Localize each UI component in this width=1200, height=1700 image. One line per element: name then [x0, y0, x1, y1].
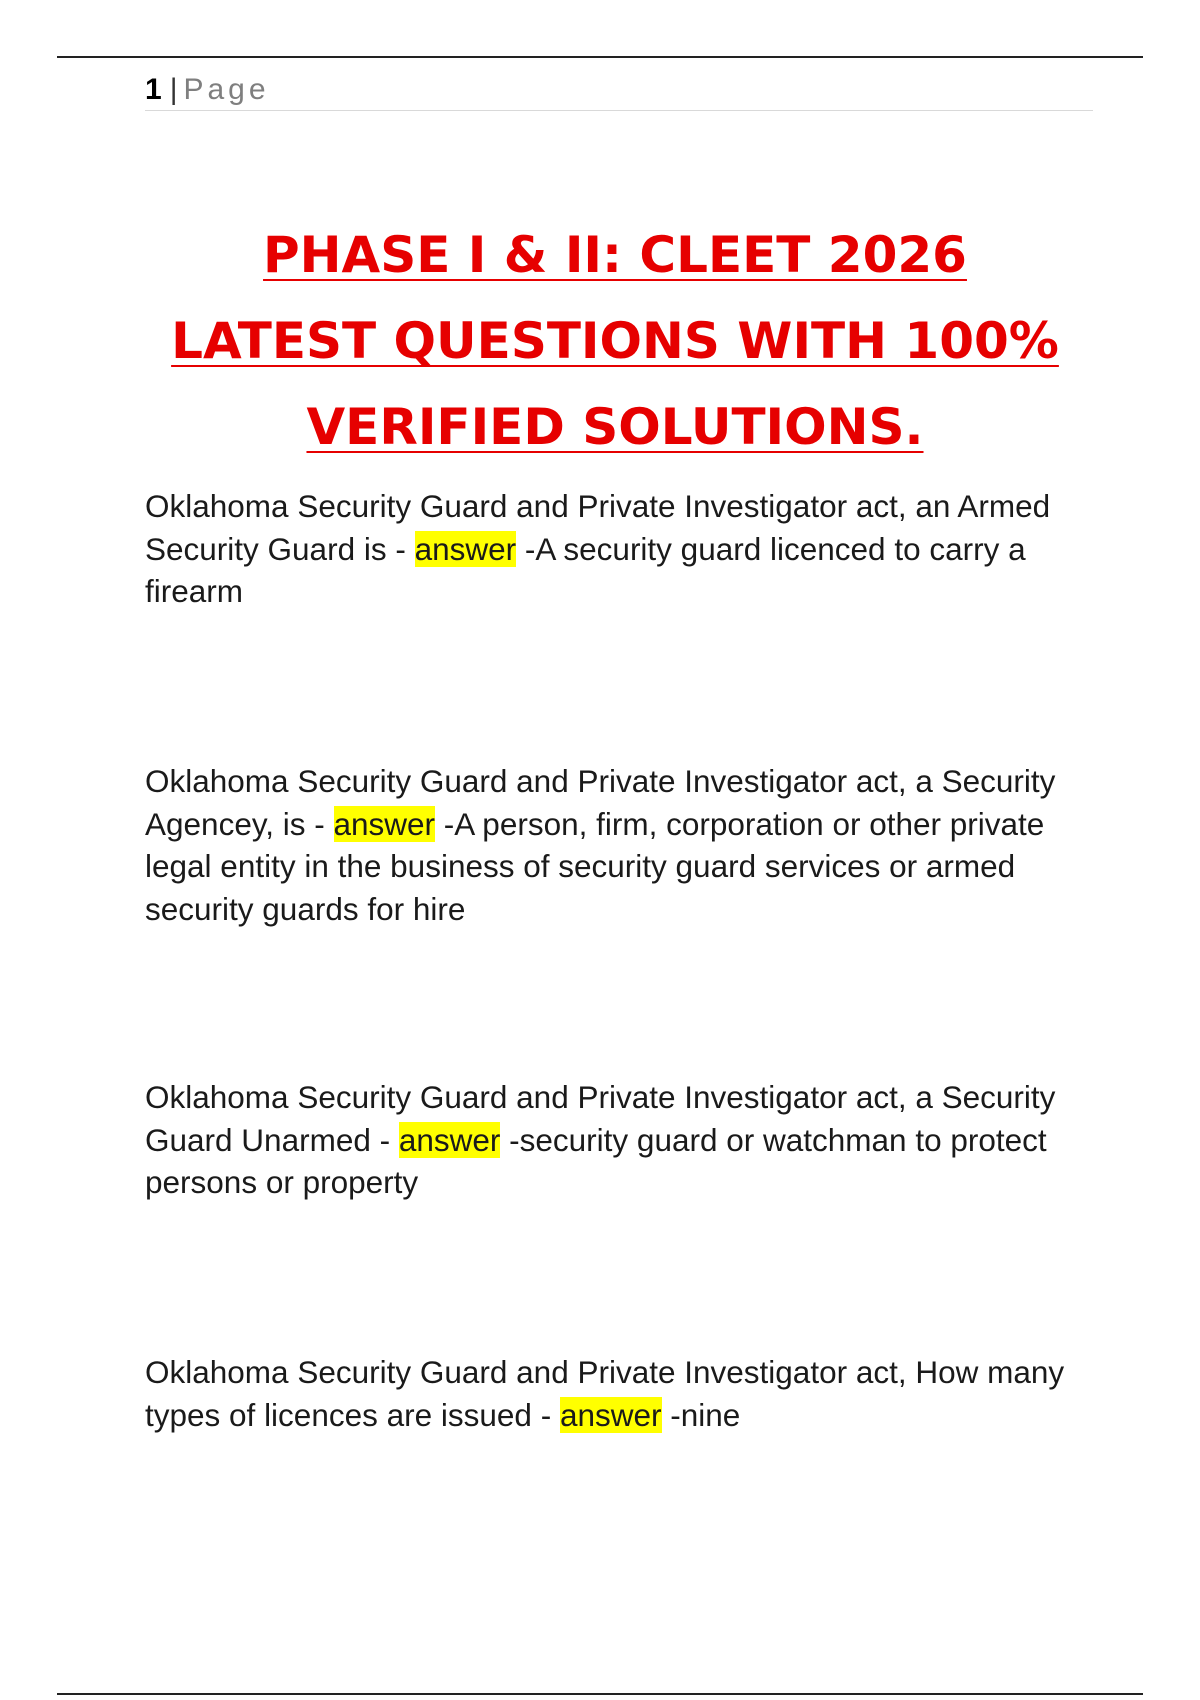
answer-marker: answer: [414, 530, 517, 567]
qa-answer: -A person, firm, corporation or other private legal entity in the business of security guard services or armed security guards for hire: [145, 805, 1045, 927]
page-number: 1: [145, 73, 162, 106]
qa-item-security-agency: [145, 760, 1105, 930]
page-separator: |: [169, 73, 178, 106]
qa-question: Oklahoma Security Guard and Private Investigator act, an Armed Security Guard is -: [145, 488, 1051, 567]
answer-marker: answer: [333, 805, 436, 842]
bottom-rule: [57, 1693, 1143, 1695]
title-line-3: VERIFIED SOLUTIONS.: [306, 398, 924, 456]
qa-item-armed-security-guard: [145, 485, 1105, 613]
qa-answer: -A security guard licenced to carry a firearm: [145, 530, 1026, 609]
qa-answer: -nine: [661, 1396, 741, 1433]
answer-marker: answer: [398, 1121, 501, 1158]
title-line-2: LATEST QUESTIONS WITH 100%: [171, 312, 1059, 370]
title-line-1: PHASE I & II: CLEET 2026: [263, 226, 967, 284]
qa-question: Oklahoma Security Guard and Private Investigator act, How many types of licences are issued -: [145, 1354, 1065, 1433]
qa-item-security-guard-unarmed: [145, 1076, 1105, 1204]
qa-item-licence-types: [145, 1351, 1105, 1436]
qa-question: Oklahoma Security Guard and Private Investigator act, a Security Agencey, is -: [145, 763, 1056, 842]
qa-answer: -security guard or watchman to protect persons or property: [145, 1121, 1047, 1200]
answer-marker: answer: [559, 1396, 662, 1433]
page-label: Page: [183, 73, 270, 106]
document-title: [120, 212, 1110, 470]
top-rule: [57, 56, 1143, 58]
page-header: [145, 70, 1093, 111]
qa-question: Oklahoma Security Guard and Private Investigator act, a Security Guard Unarmed -: [145, 1079, 1056, 1158]
